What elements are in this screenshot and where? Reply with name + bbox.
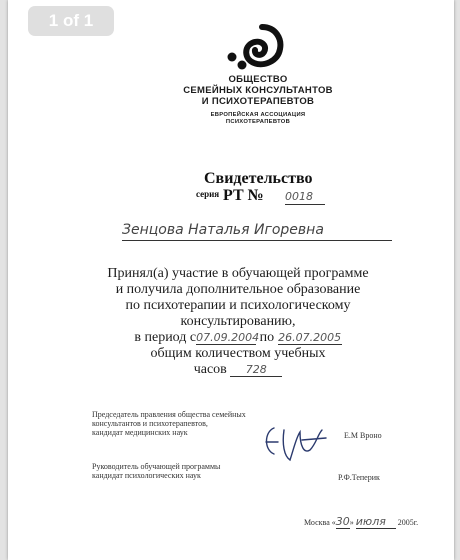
org-line-1: ОБЩЕСТВО: [228, 74, 288, 85]
signatory-1-name: Е.М Вроно: [344, 431, 382, 440]
org-line-3: И ПСИХОТЕРАПЕВТОВ: [201, 96, 315, 107]
date-city: Москва «: [304, 518, 336, 527]
signatory-1-line-1: Председатель правления общества семейных: [92, 410, 246, 419]
date-from: 07.09.2004: [196, 331, 260, 344]
organization-subtitle: [168, 112, 348, 126]
recipient-name: Зенцова Наталья Игоревна: [122, 222, 392, 241]
certificate-number: 0018: [285, 190, 325, 205]
signatory-1-line-3: кандидат медицинских наук: [92, 428, 188, 437]
body-line-2: и получила дополнительное образование: [115, 282, 361, 297]
hours-label: часов: [193, 362, 227, 377]
hours-value: 728: [230, 364, 282, 377]
issue-date: [304, 516, 418, 529]
body-line-6: общим количеством учебных: [150, 346, 326, 361]
date-day-close: »: [349, 518, 354, 527]
signatory-1-title: [92, 410, 246, 437]
signatory-2-title: [92, 462, 220, 480]
date-to: 26.07.2005: [278, 331, 342, 344]
page-indicator: 1 of 1: [28, 6, 114, 36]
signatory-2-line-1: Руководитель обучающей программы: [92, 462, 221, 471]
body-line-4: консультированию,: [180, 314, 296, 329]
date-day: 30: [335, 515, 350, 528]
series-label: серия: [196, 189, 220, 199]
body-line-1: Принял(а) участие в обучающей программе: [107, 266, 369, 281]
org-sub-line-1: ЕВРОПЕЙСКАЯ АССОЦИАЦИЯ: [210, 112, 306, 118]
handwritten-signature: [260, 420, 330, 466]
body-line-3: по психотерапии и психологическому: [125, 298, 351, 313]
organization-name: [168, 74, 348, 107]
date-month: июля: [356, 516, 396, 529]
series-code: РТ №: [223, 187, 264, 204]
org-sub-line-2: ПСИХОТЕРАПЕВТОВ: [225, 119, 291, 125]
period-prefix: в период с: [134, 330, 197, 345]
period-line: [88, 330, 388, 346]
spiral-logo-icon: [224, 21, 286, 73]
signatory-2-name: Р.Ф.Теперик: [338, 473, 380, 482]
hours-line: [88, 362, 388, 378]
org-line-2: СЕМЕЙНЫХ КОНСУЛЬТАНТОВ: [183, 85, 333, 96]
period-mid: по: [259, 330, 275, 345]
certificate-title: Свидетельство: [204, 170, 313, 187]
date-year: 2005г.: [397, 518, 419, 527]
signatory-1-line-2: консультантов и психотерапевтов,: [92, 419, 208, 428]
signatory-2-line-2: кандидат психологических наук: [92, 471, 201, 480]
certificate-page: [8, 0, 454, 560]
